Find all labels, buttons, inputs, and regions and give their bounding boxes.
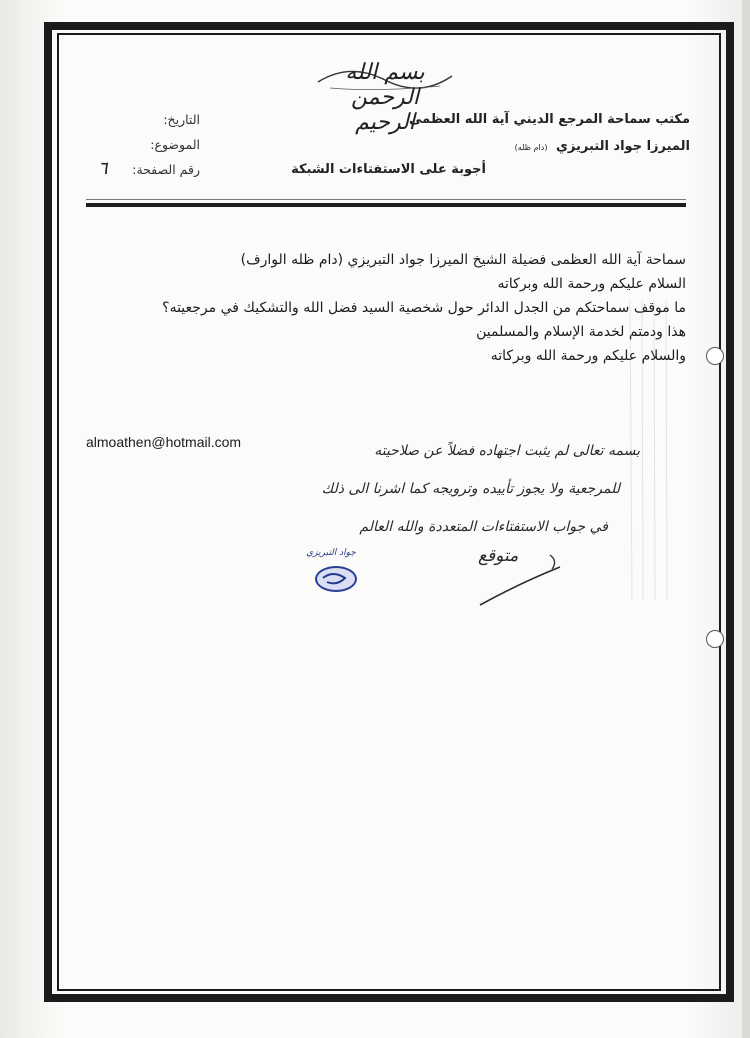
signature: متوقع [478, 546, 519, 566]
scan-edge-shadow [742, 0, 750, 1038]
header-divider-thin [86, 199, 686, 200]
bismillah-text: بسم الله الرحمن الرحيم [345, 60, 425, 135]
answer-line: للمرجعية ولا يجوز تأييده وترويجه كما اشرنا الى ذلك [321, 481, 620, 497]
date-label: التاريخ: [163, 112, 200, 127]
question-line: سماحة آية الله العظمى فضيلة الشيخ الميرزا جواد التبريزي (دام ظله الوارف) [240, 252, 686, 268]
seal-ink-mark [305, 550, 365, 596]
page-label: رقم الصفحة: [132, 162, 200, 177]
header-divider [86, 203, 686, 207]
seal-name: جواد التبريزي [306, 548, 356, 558]
handwritten-answer [270, 432, 640, 546]
question-line: والسلام عليكم ورحمة الله وبركاته [490, 348, 686, 364]
question-line: السلام عليكم ورحمة الله وبركاته [497, 276, 686, 292]
office-name: الميرزا جواد التبريزي [555, 139, 690, 154]
question-line: هذا ودمتم لخدمة الإسلام والمسلمين [476, 324, 686, 340]
question-block [110, 248, 686, 368]
office-honorific: (دام ظله) [514, 143, 548, 152]
office-title: مكتب سماحة المرجع الديني آية الله العظمى [409, 112, 690, 127]
page-number: ٦ [98, 158, 108, 179]
answer-line: بسمه تعالى لم يثبت اجتهاده فضلاً عن صلاحيته [374, 443, 640, 459]
question-line: ما موقف سماحتكم من الجدل الدائر حول شخصية السيد فضل الله والتشكيك في مرجعيته؟ [162, 300, 686, 316]
punch-hole-top [706, 347, 724, 365]
document-subject: أجوبة على الاستفتاءات الشبكة [291, 162, 486, 177]
punch-hole-bottom [706, 630, 724, 648]
sender-email: almoathen@hotmail.com [86, 434, 242, 450]
subject-label: الموضوع: [150, 137, 200, 152]
office-heading [400, 112, 690, 154]
office-name-line [400, 139, 690, 154]
answer-line: في جواب الاستفتاءات المتعددة والله العالم [359, 519, 608, 535]
